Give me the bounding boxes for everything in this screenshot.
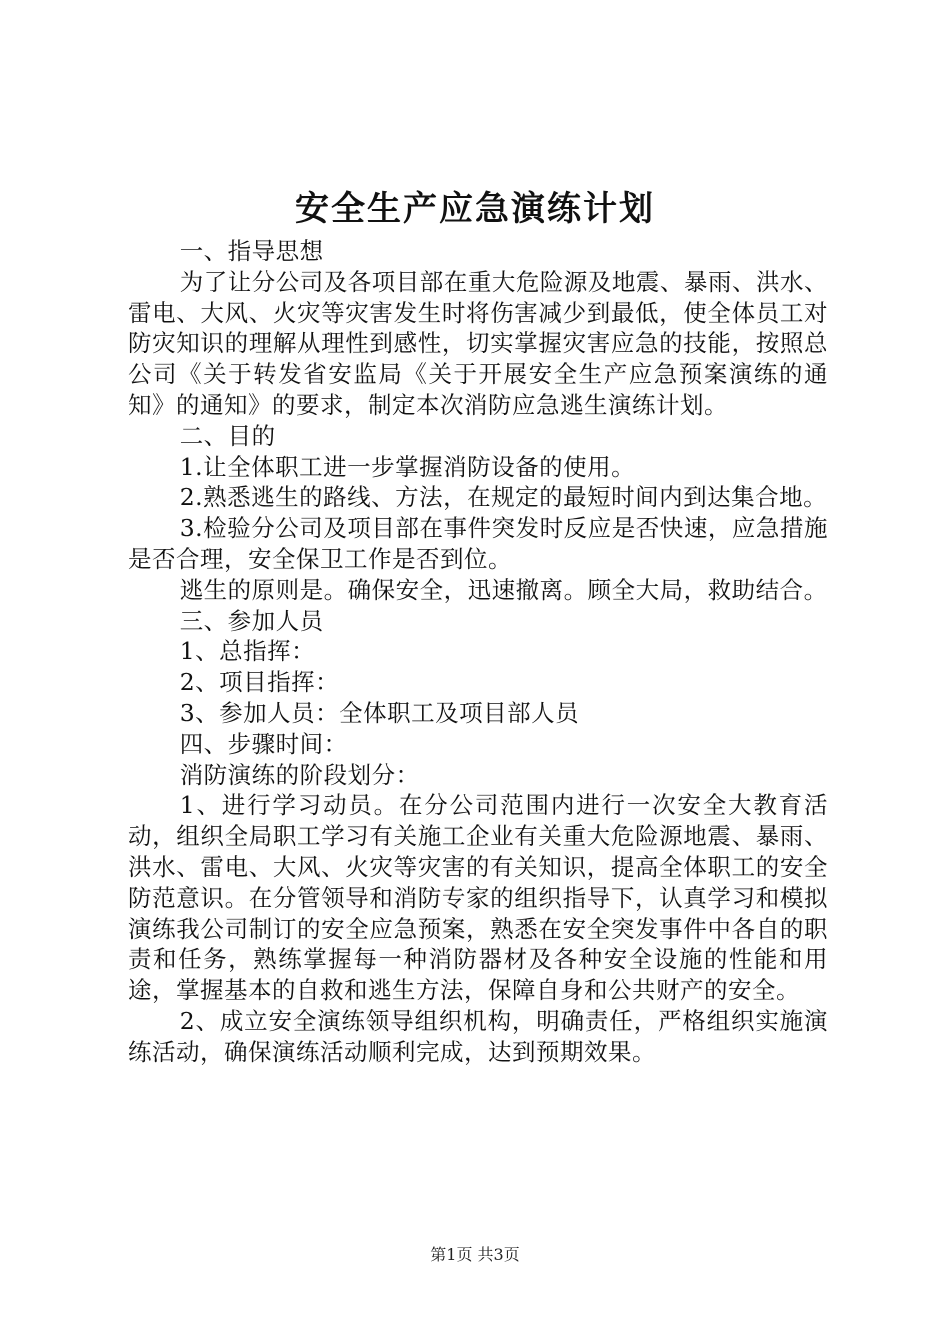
section-heading-participants: 三、参加人员 bbox=[179, 606, 324, 635]
purpose-item-3: 3.检验分公司及项目部在事件突发时反应是否快速，应急措施是否合理，安全保卫工作是否到位。 bbox=[128, 514, 828, 573]
participants-item-2: 2、项目指挥： bbox=[179, 668, 340, 697]
section-heading-steps: 四、步骤时间： bbox=[179, 729, 348, 758]
document-body bbox=[128, 236, 828, 1068]
drill-phase-1: 1、进行学习动员。在分公司范围内进行一次安全大教育活动，组织全局职工学习有关施工企业有关重大危险源地震、暴雨、洪水、雷电、大风、火灾等灾害的有关知识，提高全体职工的安全防范意识。在分管领导和消防专家的组织指导下，认真学习和模拟演练我公司制订的安全应急预案，熟悉在安全突发事件中各自的职责和任务，熟练掌握每一种消防器材及各种安全设施的性能和用途，掌握基本的自救和逃生方法，保障自身和公共财产的安全。 bbox=[128, 791, 828, 1005]
page-footer: 第1页 共3页 bbox=[430, 1245, 520, 1264]
document-title: 安全生产应急演练计划 bbox=[295, 189, 655, 229]
drill-phase-2: 2、成立安全演练领导组织机构，明确责任，严格组织实施演练活动，确保演练活动顺利完成，达到预期效果。 bbox=[128, 1006, 828, 1066]
paragraph-guiding-ideology: 为了让分公司及各项目部在重大危险源及地震、暴雨、洪水、雷电、大风、火灾等灾害发生时将伤害减少到最低，使全体员工对防灾知识的理解从理性到感性，切实掌握灾害应急的技能，按照总公司《关于转发省安监局《关于开展安全生产应急预案演练的通知》的通知》的要求，制定本次消防应急逃生演练计划。 bbox=[128, 267, 828, 419]
drill-phase-intro: 消防演练的阶段划分： bbox=[179, 760, 420, 789]
purpose-item-2: 2.熟悉逃生的路线、方法，在规定的最短时间内到达集合地。 bbox=[179, 483, 828, 512]
escape-principle: 逃生的原则是。确保安全，迅速撤离。顾全大局，救助结合。 bbox=[179, 575, 828, 604]
participants-item-1: 1、总指挥： bbox=[179, 637, 316, 666]
purpose-item-1: 1.让全体职工进一步掌握消防设备的使用。 bbox=[179, 452, 636, 481]
section-heading-purpose: 二、目的 bbox=[179, 421, 276, 450]
section-heading-guiding-ideology: 一、指导思想 bbox=[179, 237, 324, 265]
participants-item-3: 3、参加人员：全体职工及项目部人员 bbox=[179, 698, 580, 727]
